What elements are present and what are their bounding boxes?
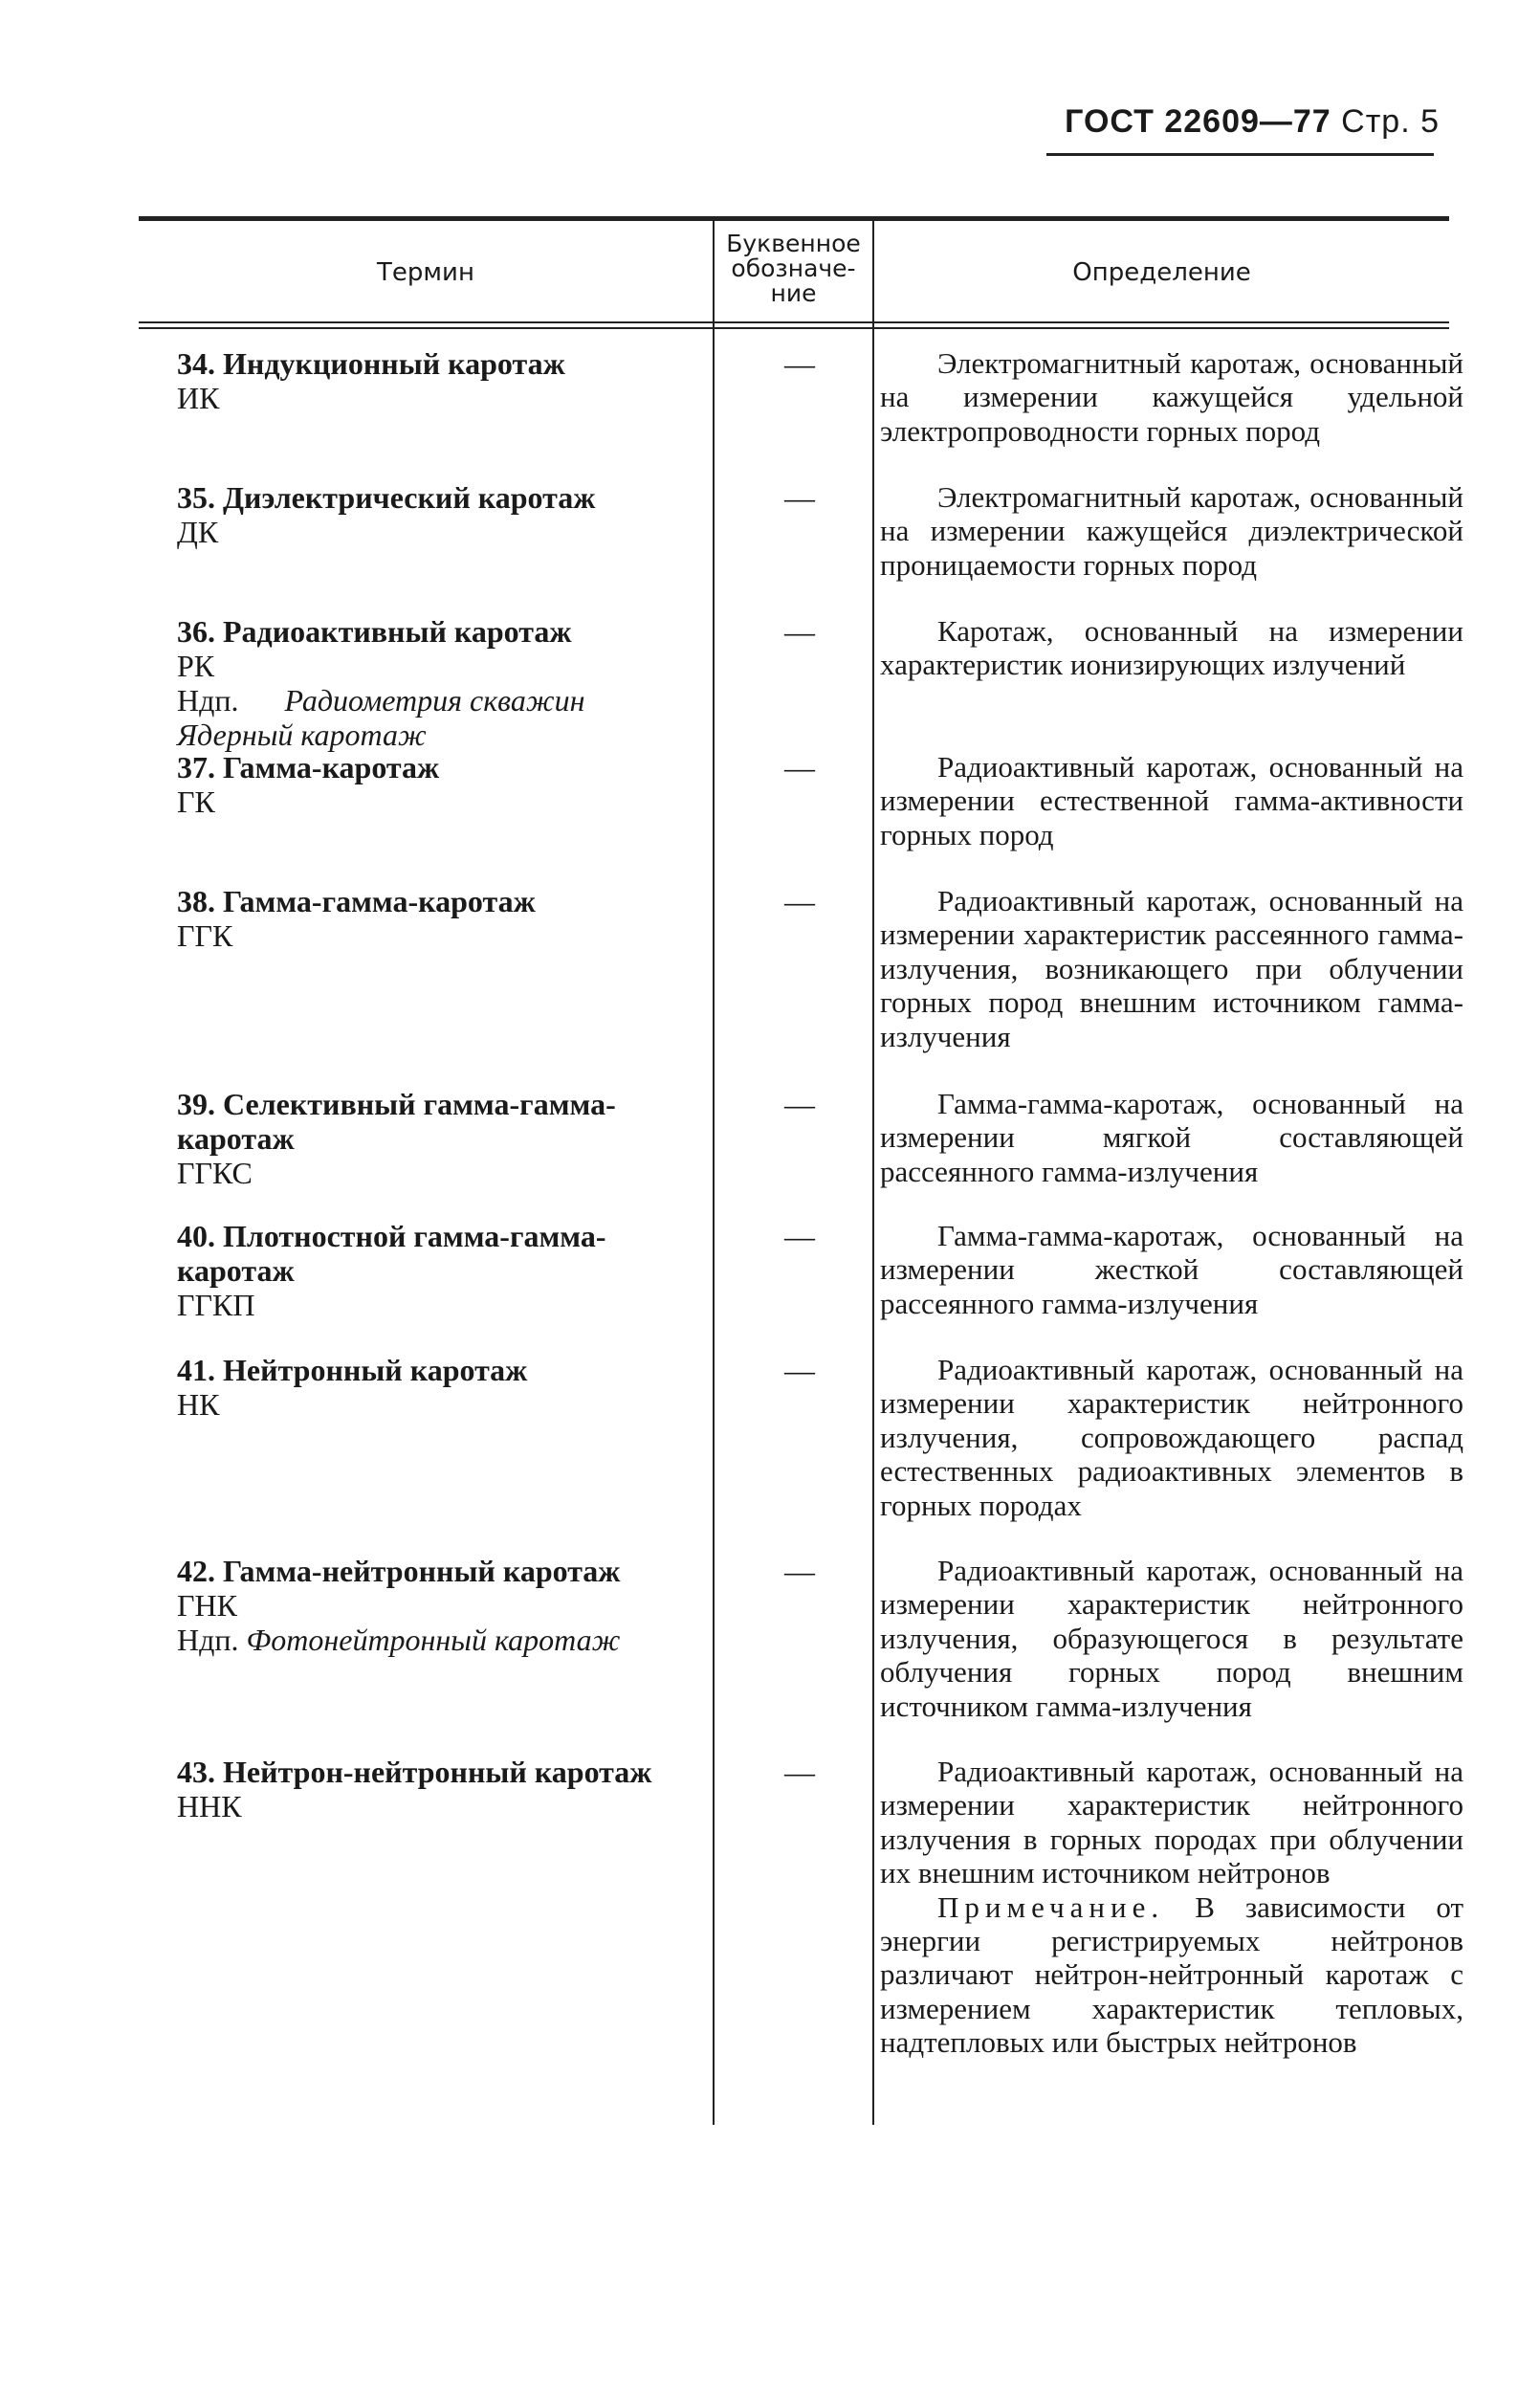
term-abbreviation: ГГКС (177, 1156, 253, 1190)
term-definition: Гамма-гамма-каротаж, основанный на измерении жесткой составляющей рассеянного гамма-излучения (880, 1219, 1463, 1320)
term-name: 43. Нейтрон-нейтронный каротаж (177, 1755, 652, 1789)
term-definition: Электромагнитный каротаж, основанный на измерении кажущейся диэлектрической проницаемости горных пород (880, 480, 1463, 582)
note-text: В зависимости от энергии регистрируемых нейтронов различают нейтрон-нейтронный каротаж с измерением характеристик тепловых, надтепловых или быстрых нейтронов (880, 1889, 1463, 2060)
term-name: 42. Гамма-нейтронный каротаж (177, 1554, 621, 1588)
table-row (139, 1219, 713, 1322)
table-header-rule-double (139, 327, 1449, 329)
letter-code: — (784, 480, 815, 515)
letter-code: — (784, 346, 815, 381)
table-top-rule (139, 216, 1449, 221)
term-abbreviation: ННК (177, 1789, 242, 1823)
term-definition: Радиоактивный каротаж, основанный на измерении характеристик рассеянного гамма-излучения, возникающего при облучении горных пород внешним источником гамма-излучения (880, 884, 1463, 1053)
table-row (139, 1087, 713, 1190)
term-name: 38. Гамма-гамма-каротаж (177, 884, 536, 918)
term-name: 41. Нейтронный каротаж (177, 1353, 528, 1387)
term-definition: Электромагнитный каротаж, основанный на измерении кажущейся удельной электропроводности горных пород (880, 346, 1463, 448)
column-header-term: Термин (377, 258, 474, 287)
table-header-rule (139, 321, 1449, 323)
term-name: 34. Индукционный каротаж (177, 346, 565, 381)
note-label: Примечание. (937, 1889, 1165, 1924)
term-definition: Гамма-гамма-каротаж, основанный на измерении мягкой составляющей рассеянного гамма-излучения (880, 1087, 1463, 1188)
term-abbreviation: РК (177, 649, 215, 683)
page-header (1065, 103, 1440, 141)
note (880, 1890, 1463, 2060)
term-abbreviation: ИК (177, 381, 220, 415)
term-name: 40. Плотностной гамма-гамма-каротаж (177, 1219, 606, 1288)
term-abbreviation: НК (177, 1387, 220, 1422)
letter-code: — (784, 1087, 815, 1121)
deprecated-term: Ндп. Фотонейтронный каротаж (177, 1623, 621, 1657)
table-row (139, 884, 713, 953)
term-definition: Радиоактивный каротаж, основанный на измерении характеристик нейтронного излучения в горных породах при облучении их внешним источником нейтронов Примечание. В зависимости от энергии регистрируемых нейтронов различают нейтрон-нейтронный каротаж с измерением характеристик тепловых, надтепловых или быстрых нейтронов (880, 1755, 1463, 2060)
table-row (139, 750, 713, 819)
term-abbreviation: ГНК (177, 1588, 237, 1623)
term-abbreviation: ГК (177, 784, 215, 819)
letter-code: — (784, 614, 815, 649)
term-abbreviation: ДК (177, 515, 219, 549)
table-row (139, 1554, 713, 1657)
letter-code: — (784, 1353, 815, 1387)
table-row (139, 1755, 713, 1823)
column-divider-1 (713, 221, 715, 2125)
term-abbreviation: ГГК (177, 918, 233, 953)
term-name: 39. Селективный гамма-гамма-каротаж (177, 1087, 616, 1156)
term-definition: Радиоактивный каротаж, основанный на измерении характеристик нейтронного излучения, образующегося в результате облучения горных пород внешним источником гамма-излучения (880, 1554, 1463, 1723)
letter-code: — (784, 884, 815, 918)
term-name: 36. Радиоактивный каротаж (177, 614, 572, 649)
term-definition: Радиоактивный каротаж, основанный на измерении характеристик нейтронного излучения, сопровождающего распад естественных радиоактивных элементов в горных породах (880, 1353, 1463, 1522)
letter-code: — (784, 1755, 815, 1789)
column-divider-2 (872, 221, 874, 2125)
standard-number: ГОСТ 22609—77 (1065, 103, 1331, 140)
term-definition: Радиоактивный каротаж, основанный на измерении естественной гамма-активности горных пород (880, 750, 1463, 851)
header-underline (1046, 153, 1434, 156)
column-header-definition: Определение (1072, 258, 1251, 287)
table-row (139, 480, 713, 549)
page-number: Стр. 5 (1341, 103, 1440, 140)
term-definition: Каротаж, основанный на измерении характеристик ионизирующих излучений (880, 614, 1463, 682)
term-abbreviation: ГГКП (177, 1288, 255, 1322)
column-header-letter-code: Буквенное обозначе- ние (726, 230, 861, 307)
term-name: 35. Диэлектрический каротаж (177, 480, 596, 515)
letter-code: — (784, 750, 815, 784)
deprecated-term: Ндп. Радиометрия скважин (177, 683, 585, 718)
letter-code: — (784, 1554, 815, 1588)
term-name: 37. Гамма-каротаж (177, 750, 440, 784)
table-row (139, 614, 713, 752)
table-row (139, 1353, 713, 1422)
table-row (139, 346, 713, 415)
letter-code: — (784, 1219, 815, 1253)
deprecated-term: Ядерный каротаж (177, 718, 427, 752)
